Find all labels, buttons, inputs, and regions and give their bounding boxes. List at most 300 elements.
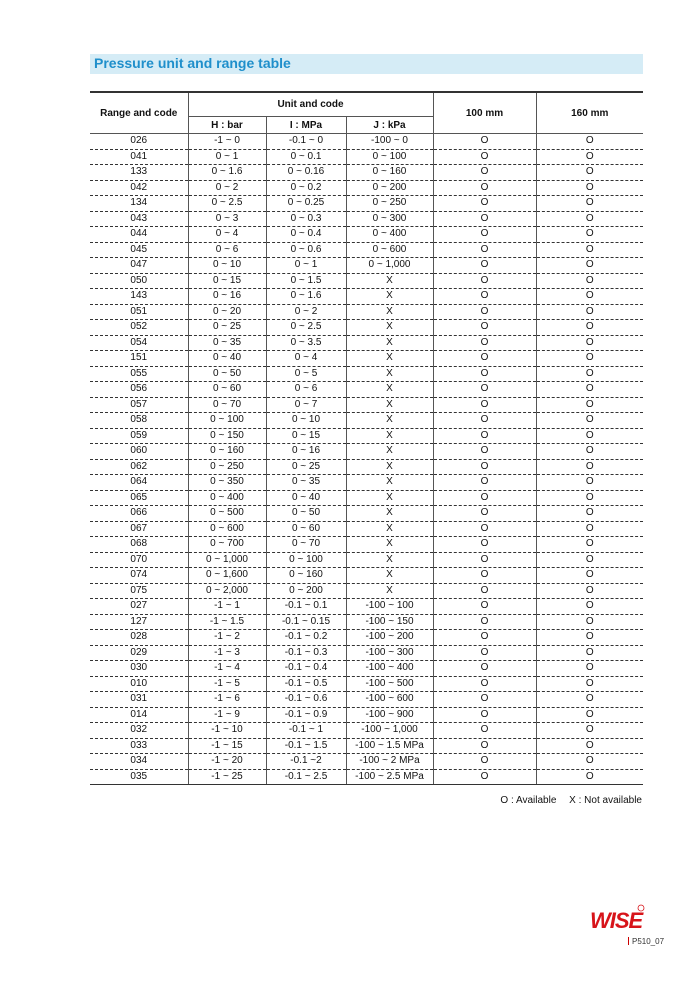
availability-160mm-cell: O [536,382,643,398]
kpa-range-cell: X [346,351,433,367]
range-code-cell: 047 [90,258,188,274]
mpa-range-cell: -0.1 ~ 2.5 [266,769,346,785]
mpa-range-cell: 0 ~ 4 [266,351,346,367]
bar-range-cell: 0 ~ 40 [188,351,266,367]
range-code-cell: 031 [90,692,188,708]
table-row [90,382,643,398]
table-row [90,568,643,584]
availability-160mm-cell: O [536,196,643,212]
availability-160mm-cell: O [536,428,643,444]
range-code-cell: 030 [90,661,188,677]
kpa-range-cell: X [346,537,433,553]
section-title: Pressure unit and range table [94,55,291,71]
availability-100mm-cell: O [433,583,536,599]
availability-160mm-cell: O [536,754,643,770]
range-code-cell: 058 [90,413,188,429]
bar-range-cell: 0 ~ 250 [188,459,266,475]
range-code-cell: 035 [90,769,188,785]
availability-100mm-cell: O [433,134,536,150]
table-row [90,614,643,630]
logo-text: WISE [590,908,643,933]
bar-range-cell: 0 ~ 70 [188,397,266,413]
availability-160mm-cell: O [536,645,643,661]
range-code-cell: 067 [90,521,188,537]
kpa-range-cell: 0 ~ 250 [346,196,433,212]
bar-range-cell: 0 ~ 1,000 [188,552,266,568]
availability-160mm-cell: O [536,692,643,708]
availability-160mm-cell: O [536,211,643,227]
kpa-range-cell: X [346,428,433,444]
mpa-range-cell: -0.1 ~ 1.5 [266,738,346,754]
kpa-range-cell: X [346,552,433,568]
table-row [90,320,643,336]
range-code-cell: 014 [90,707,188,723]
table-row [90,769,643,785]
availability-100mm-cell: O [433,552,536,568]
availability-100mm-cell: O [433,738,536,754]
table-row [90,521,643,537]
table-row [90,738,643,754]
legend-not-available: X : Not available [569,795,642,806]
header-160mm: 160 mm [536,92,643,134]
range-code-cell: 068 [90,537,188,553]
table-row [90,506,643,522]
range-code-cell: 042 [90,180,188,196]
availability-100mm-cell: O [433,630,536,646]
legend [500,795,642,806]
table-row [90,289,643,305]
bar-range-cell: 0 ~ 600 [188,521,266,537]
table-row [90,552,643,568]
kpa-range-cell: X [346,459,433,475]
availability-100mm-cell: O [433,723,536,739]
range-code-cell: 127 [90,614,188,630]
kpa-range-cell: -100 ~ 200 [346,630,433,646]
bar-range-cell: 0 ~ 500 [188,506,266,522]
range-code-cell: 133 [90,165,188,181]
table-row [90,273,643,289]
availability-160mm-cell: O [536,506,643,522]
availability-160mm-cell: O [536,227,643,243]
range-code-cell: 059 [90,428,188,444]
availability-160mm-cell: O [536,397,643,413]
mpa-range-cell: -0.1 ~ 1 [266,723,346,739]
bar-range-cell: 0 ~ 1.6 [188,165,266,181]
availability-100mm-cell: O [433,180,536,196]
mpa-range-cell: 0 ~ 7 [266,397,346,413]
mpa-range-cell: 0 ~ 1.6 [266,289,346,305]
mpa-range-cell: -0.1 ~2 [266,754,346,770]
bar-range-cell: -1 ~ 1 [188,599,266,615]
kpa-range-cell: 0 ~ 400 [346,227,433,243]
availability-100mm-cell: O [433,444,536,460]
mpa-range-cell: 0 ~ 25 [266,459,346,475]
mpa-range-cell: -0.1 ~ 0.9 [266,707,346,723]
range-code-cell: 045 [90,242,188,258]
bar-range-cell: 0 ~ 60 [188,382,266,398]
range-code-cell: 064 [90,475,188,491]
bar-range-cell: -1 ~ 2 [188,630,266,646]
bar-range-cell: -1 ~ 3 [188,645,266,661]
availability-100mm-cell: O [433,692,536,708]
availability-160mm-cell: O [536,490,643,506]
table-row [90,599,643,615]
bar-range-cell: 0 ~ 2 [188,180,266,196]
availability-100mm-cell: O [433,490,536,506]
kpa-range-cell: X [346,444,433,460]
table-row [90,335,643,351]
header-j-kpa: J : kPa [346,117,433,134]
mpa-range-cell: 0 ~ 15 [266,428,346,444]
availability-160mm-cell: O [536,366,643,382]
table-row [90,242,643,258]
availability-160mm-cell: O [536,630,643,646]
range-code-cell: 032 [90,723,188,739]
mpa-range-cell: 0 ~ 2 [266,304,346,320]
range-code-cell: 044 [90,227,188,243]
range-code-cell: 027 [90,599,188,615]
table-row [90,180,643,196]
range-code-cell: 075 [90,583,188,599]
section-title-bar [90,54,643,74]
kpa-range-cell: X [346,273,433,289]
availability-100mm-cell: O [433,568,536,584]
kpa-range-cell: X [346,490,433,506]
kpa-range-cell: -100 ~ 600 [346,692,433,708]
availability-100mm-cell: O [433,614,536,630]
availability-100mm-cell: O [433,676,536,692]
availability-160mm-cell: O [536,258,643,274]
availability-100mm-cell: O [433,475,536,491]
kpa-range-cell: -100 ~ 0 [346,134,433,150]
table-row [90,366,643,382]
kpa-range-cell: -100 ~ 1,000 [346,723,433,739]
availability-100mm-cell: O [433,413,536,429]
availability-160mm-cell: O [536,134,643,150]
wise-logo [590,903,646,933]
bar-range-cell: 0 ~ 100 [188,413,266,429]
bar-range-cell: 0 ~ 50 [188,366,266,382]
mpa-range-cell: 0 ~ 16 [266,444,346,460]
table-row [90,630,643,646]
mpa-range-cell: 0 ~ 10 [266,413,346,429]
availability-160mm-cell: O [536,289,643,305]
availability-160mm-cell: O [536,165,643,181]
bar-range-cell: -1 ~ 9 [188,707,266,723]
kpa-range-cell: 0 ~ 200 [346,180,433,196]
table-row [90,645,643,661]
table-row [90,428,643,444]
kpa-range-cell: X [346,413,433,429]
mpa-range-cell: 0 ~ 35 [266,475,346,491]
page-number: P510_07 [628,937,664,946]
mpa-range-cell: 0 ~ 40 [266,490,346,506]
kpa-range-cell: X [346,304,433,320]
kpa-range-cell: X [346,289,433,305]
availability-100mm-cell: O [433,351,536,367]
range-code-cell: 043 [90,211,188,227]
mpa-range-cell: 0 ~ 160 [266,568,346,584]
availability-100mm-cell: O [433,754,536,770]
availability-160mm-cell: O [536,661,643,677]
table-row [90,661,643,677]
availability-100mm-cell: O [433,289,536,305]
mpa-range-cell: 0 ~ 0.2 [266,180,346,196]
table-row [90,754,643,770]
table-row [90,351,643,367]
bar-range-cell: 0 ~ 35 [188,335,266,351]
mpa-range-cell: -0.1 ~ 0.6 [266,692,346,708]
availability-100mm-cell: O [433,258,536,274]
table-row [90,692,643,708]
range-code-cell: 034 [90,754,188,770]
bar-range-cell: 0 ~ 2,000 [188,583,266,599]
bar-range-cell: 0 ~ 25 [188,320,266,336]
bar-range-cell: 0 ~ 160 [188,444,266,460]
range-code-cell: 055 [90,366,188,382]
availability-100mm-cell: O [433,227,536,243]
range-code-cell: 050 [90,273,188,289]
availability-100mm-cell: O [433,707,536,723]
kpa-range-cell: 0 ~ 1,000 [346,258,433,274]
range-code-cell: 057 [90,397,188,413]
bar-range-cell: 0 ~ 16 [188,289,266,305]
availability-100mm-cell: O [433,211,536,227]
kpa-range-cell: -100 ~ 300 [346,645,433,661]
kpa-range-cell: 0 ~ 600 [346,242,433,258]
table-row [90,459,643,475]
bar-range-cell: 0 ~ 150 [188,428,266,444]
table-row [90,304,643,320]
range-code-cell: 033 [90,738,188,754]
header-h-bar: H : bar [188,117,266,134]
availability-100mm-cell: O [433,599,536,615]
pressure-range-table [90,91,643,785]
bar-range-cell: -1 ~ 1.5 [188,614,266,630]
availability-160mm-cell: O [536,707,643,723]
table-row [90,149,643,165]
availability-100mm-cell: O [433,165,536,181]
mpa-range-cell: 0 ~ 6 [266,382,346,398]
mpa-range-cell: -0.1 ~ 0.3 [266,645,346,661]
mpa-range-cell: -0.1 ~ 0 [266,134,346,150]
bar-range-cell: -1 ~ 6 [188,692,266,708]
table-row [90,413,643,429]
kpa-range-cell: 0 ~ 160 [346,165,433,181]
range-code-cell: 066 [90,506,188,522]
availability-160mm-cell: O [536,738,643,754]
kpa-range-cell: -100 ~ 500 [346,676,433,692]
availability-100mm-cell: O [433,521,536,537]
mpa-range-cell: 0 ~ 2.5 [266,320,346,336]
bar-range-cell: 0 ~ 1 [188,149,266,165]
mpa-range-cell: 0 ~ 0.1 [266,149,346,165]
table-row [90,211,643,227]
range-code-cell: 070 [90,552,188,568]
mpa-range-cell: 0 ~ 0.3 [266,211,346,227]
availability-100mm-cell: O [433,397,536,413]
range-code-cell: 062 [90,459,188,475]
availability-100mm-cell: O [433,769,536,785]
kpa-range-cell: X [346,475,433,491]
kpa-range-cell: -100 ~ 400 [346,661,433,677]
range-code-cell: 029 [90,645,188,661]
availability-100mm-cell: O [433,537,536,553]
availability-160mm-cell: O [536,335,643,351]
availability-100mm-cell: O [433,645,536,661]
availability-100mm-cell: O [433,661,536,677]
range-code-cell: 028 [90,630,188,646]
table-row [90,165,643,181]
bar-range-cell: 0 ~ 3 [188,211,266,227]
bar-range-cell: 0 ~ 4 [188,227,266,243]
kpa-range-cell: -100 ~ 900 [346,707,433,723]
kpa-range-cell: X [346,521,433,537]
range-code-cell: 134 [90,196,188,212]
header-range-code: Range and code [90,92,188,134]
range-code-cell: 051 [90,304,188,320]
bar-range-cell: 0 ~ 1,600 [188,568,266,584]
bar-range-cell: -1 ~ 4 [188,661,266,677]
range-code-cell: 010 [90,676,188,692]
mpa-range-cell: 0 ~ 70 [266,537,346,553]
availability-160mm-cell: O [536,444,643,460]
availability-160mm-cell: O [536,676,643,692]
availability-160mm-cell: O [536,769,643,785]
mpa-range-cell: 0 ~ 200 [266,583,346,599]
availability-160mm-cell: O [536,599,643,615]
kpa-range-cell: X [346,366,433,382]
availability-100mm-cell: O [433,506,536,522]
availability-100mm-cell: O [433,428,536,444]
table-row [90,723,643,739]
bar-range-cell: -1 ~ 20 [188,754,266,770]
availability-100mm-cell: O [433,335,536,351]
mpa-range-cell: 0 ~ 0.4 [266,227,346,243]
kpa-range-cell: X [346,568,433,584]
header-i-mpa: I : MPa [266,117,346,134]
availability-160mm-cell: O [536,459,643,475]
availability-160mm-cell: O [536,475,643,491]
kpa-range-cell: -100 ~ 2.5 MPa [346,769,433,785]
bar-range-cell: 0 ~ 700 [188,537,266,553]
availability-160mm-cell: O [536,583,643,599]
bar-range-cell: 0 ~ 400 [188,490,266,506]
availability-100mm-cell: O [433,382,536,398]
availability-160mm-cell: O [536,242,643,258]
kpa-range-cell: X [346,320,433,336]
availability-160mm-cell: O [536,568,643,584]
range-code-cell: 060 [90,444,188,460]
mpa-range-cell: 0 ~ 5 [266,366,346,382]
table-row [90,134,643,150]
kpa-range-cell: -100 ~ 1.5 MPa [346,738,433,754]
kpa-range-cell: -100 ~ 100 [346,599,433,615]
kpa-range-cell: -100 ~ 150 [346,614,433,630]
bar-range-cell: -1 ~ 25 [188,769,266,785]
bar-range-cell: 0 ~ 15 [188,273,266,289]
mpa-range-cell: 0 ~ 60 [266,521,346,537]
availability-100mm-cell: O [433,320,536,336]
bar-range-cell: -1 ~ 10 [188,723,266,739]
table-row [90,707,643,723]
table-row [90,196,643,212]
availability-160mm-cell: O [536,149,643,165]
range-code-cell: 056 [90,382,188,398]
availability-160mm-cell: O [536,614,643,630]
availability-160mm-cell: O [536,273,643,289]
kpa-range-cell: 0 ~ 100 [346,149,433,165]
mpa-range-cell: 0 ~ 1 [266,258,346,274]
range-code-cell: 143 [90,289,188,305]
table-row [90,397,643,413]
mpa-range-cell: 0 ~ 1.5 [266,273,346,289]
mpa-range-cell: 0 ~ 100 [266,552,346,568]
kpa-range-cell: X [346,397,433,413]
availability-100mm-cell: O [433,196,536,212]
mpa-range-cell: -0.1 ~ 0.5 [266,676,346,692]
table-row [90,475,643,491]
kpa-range-cell: X [346,335,433,351]
mpa-range-cell: -0.1 ~ 0.2 [266,630,346,646]
table-body [90,134,643,785]
availability-160mm-cell: O [536,413,643,429]
availability-100mm-cell: O [433,366,536,382]
table-row [90,227,643,243]
availability-160mm-cell: O [536,552,643,568]
header-100mm: 100 mm [433,92,536,134]
availability-160mm-cell: O [536,351,643,367]
mpa-range-cell: -0.1 ~ 0.4 [266,661,346,677]
kpa-range-cell: X [346,382,433,398]
table-row [90,490,643,506]
bar-range-cell: -1 ~ 0 [188,134,266,150]
range-code-cell: 065 [90,490,188,506]
availability-100mm-cell: O [433,242,536,258]
availability-100mm-cell: O [433,273,536,289]
availability-160mm-cell: O [536,723,643,739]
table-row [90,583,643,599]
range-code-cell: 054 [90,335,188,351]
bar-range-cell: 0 ~ 10 [188,258,266,274]
availability-160mm-cell: O [536,521,643,537]
bar-range-cell: -1 ~ 5 [188,676,266,692]
bar-range-cell: 0 ~ 350 [188,475,266,491]
range-code-cell: 151 [90,351,188,367]
table-row [90,444,643,460]
table-row [90,537,643,553]
kpa-range-cell: X [346,583,433,599]
range-code-cell: 041 [90,149,188,165]
range-code-cell: 026 [90,134,188,150]
mpa-range-cell: 0 ~ 0.16 [266,165,346,181]
availability-100mm-cell: O [433,149,536,165]
header-unit-code: Unit and code [188,92,433,117]
availability-160mm-cell: O [536,304,643,320]
mpa-range-cell: 0 ~ 0.6 [266,242,346,258]
range-code-cell: 074 [90,568,188,584]
availability-100mm-cell: O [433,304,536,320]
table-row [90,676,643,692]
mpa-range-cell: -0.1 ~ 0.1 [266,599,346,615]
availability-160mm-cell: O [536,320,643,336]
mpa-range-cell: 0 ~ 3.5 [266,335,346,351]
kpa-range-cell: 0 ~ 300 [346,211,433,227]
range-code-cell: 052 [90,320,188,336]
availability-160mm-cell: O [536,180,643,196]
kpa-range-cell: X [346,506,433,522]
mpa-range-cell: 0 ~ 50 [266,506,346,522]
